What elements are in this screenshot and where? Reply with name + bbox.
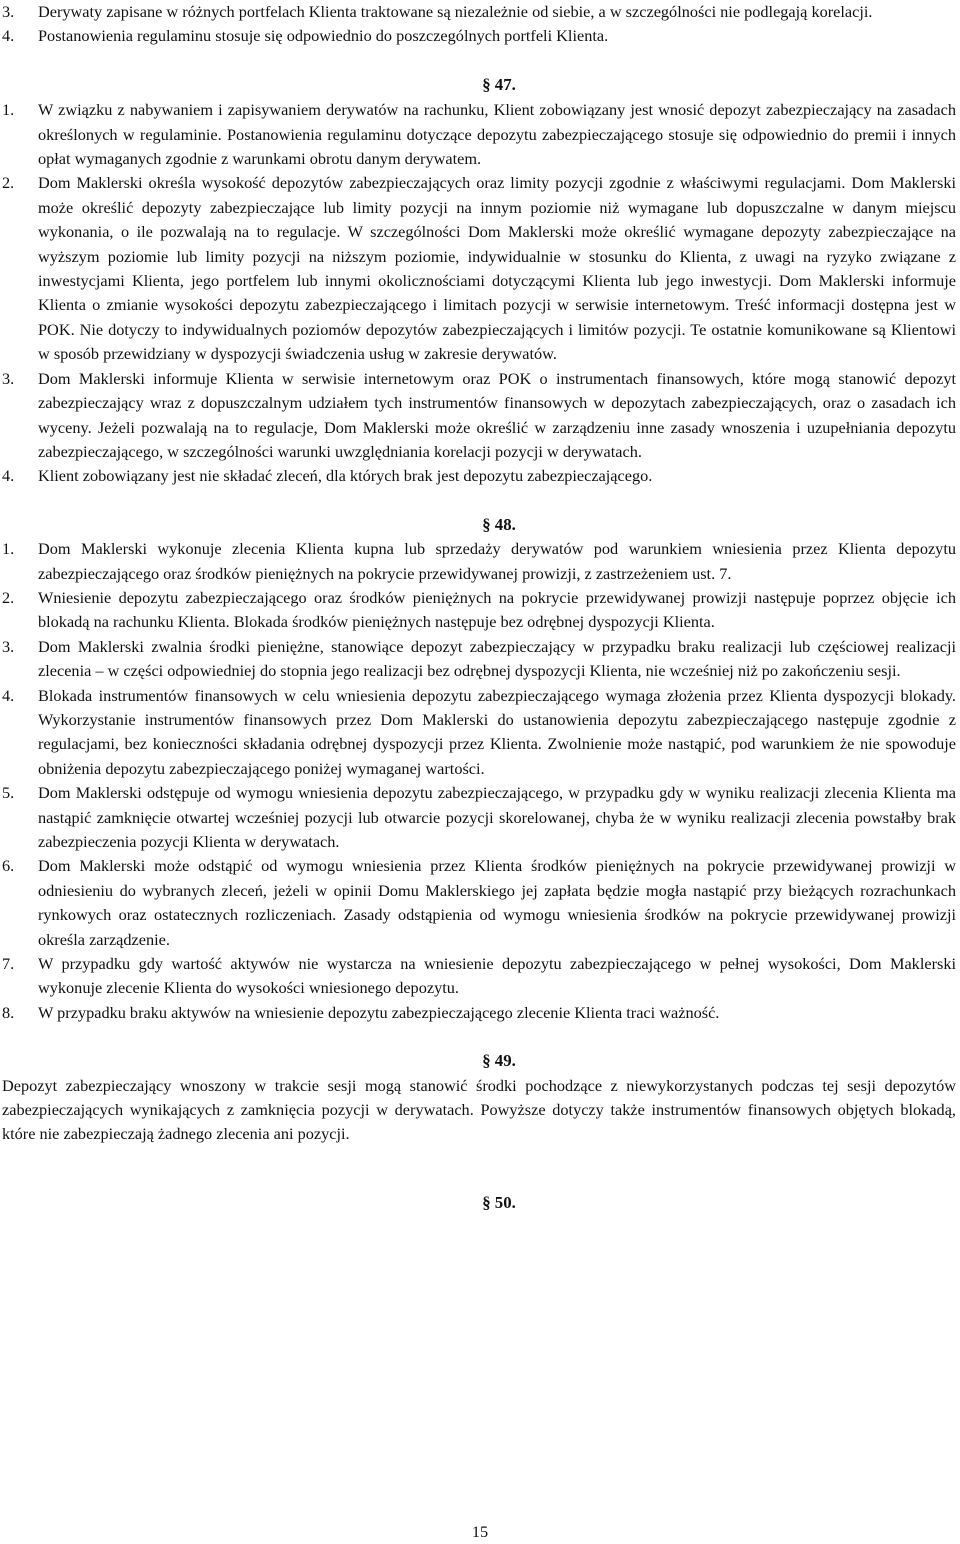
- section-heading: § 50.: [482, 1192, 516, 1212]
- top-items: [2, 0, 956, 49]
- item-number: 4.: [2, 685, 15, 705]
- list-item: [2, 98, 956, 171]
- item-text: Dom Maklerski odstępuje od wymogu wniesienia depozytu zabezpieczającego, w przypadku gdy w wyniku realizacji zlecenia Klienta ma nastąpić zamknięcie otwartej wcześniej pozycji lub otwarcie pozycji skorelowanej, chyba że w wyniku realizacji zlecenia powstałby brak zabezpieczenia pozycji Klienta w derywatach.: [38, 783, 956, 851]
- section-49: [2, 1049, 956, 1147]
- list-item: [2, 537, 956, 586]
- item-text: W przypadku braku aktywów na wniesienie depozytu zabezpieczającego zlecenie Klienta traci ważność.: [38, 1002, 720, 1022]
- list-item: [2, 24, 956, 48]
- list-item: [2, 781, 956, 854]
- item-number: 3.: [2, 2, 15, 21]
- item-number: 3.: [2, 368, 15, 388]
- item-number: 1.: [2, 100, 15, 120]
- item-number: 5.: [2, 783, 15, 803]
- item-number: 6.: [2, 856, 15, 876]
- list-item: [2, 952, 956, 1001]
- item-number: 1.: [2, 539, 15, 559]
- item-text: Dom Maklerski informuje Klienta w serwisie internetowym oraz POK o instrumentach finansowych, które mogą stanowić depozyt zabezpieczający wraz z dopuszczalnym udziałem tych instrumentów finansowych w depozytach zabezpieczających, oraz o zasadach ich wyceny. Jeżeli pozwalają na to regulacje, Dom Maklerski może określić w zarządzeniu inne zasady wnoszenia i uzupełniania depozytu zabezpieczającego, w szczególności warunki uwzględniania korelacji pozycji w derywatach.: [38, 368, 956, 461]
- item-number: 7.: [2, 954, 15, 974]
- item-number: 8.: [2, 1002, 15, 1022]
- list-item: [2, 367, 956, 465]
- item-text: Dom Maklerski określa wysokość depozytów zabezpieczających oraz limity pozycji zgodnie z właściwymi regulacjami. Dom Maklerski może określić depozyty zabezpieczające lub limity pozycji na innym poziomie niż wymagane lub dopuszczalne w danym miejscu wykonania, o ile pozwalają na to regulacje. W szczególności Dom Maklerski może określić wymagane depozyty zabezpieczające na wyższym poziomie lub limity pozycji na niższym poziomie, indywidualnie w stosunku do Klienta, z uwagi na ryzyko związane z inwestycjami Klienta, jego portfelem lub innymi okolicznościami dotyczącymi Klienta lub jego inwestycji. Dom Maklerski informuje Klienta o zmianie wysokości depozytu zabezpieczającego i limitach pozycji w serwisie internetowym. Treść informacji dostępna jest w POK. Nie dotyczy to indywidualnych poziomów depozytów zabezpieczających i limitów pozycji. Te ostatnie komunikowane są Klientowi w sposób przewidziany w dyspozycji świadczenia usług w zakresie derywatów.: [38, 173, 956, 364]
- list-item: [2, 684, 956, 782]
- item-text: Derywaty zapisane w różnych portfelach Klienta traktowane są niezależnie od siebie, a w szczególności nie podlegają korelacji.: [38, 2, 873, 21]
- section-48: [2, 513, 956, 1026]
- item-text: Blokada instrumentów finansowych w celu wniesienia depozytu zabezpieczającego wymaga złożenia przez Klienta dyspozycji blokady. Wykorzystanie instrumentów finansowych przez Dom Maklerski do ustanowienia depozytu zabezpieczającego następuje zgodnie z regulacjami, bez konieczności składania odrębnej dyspozycji przez Klienta. Zwolnienie może nastąpić, pod warunkiem że nie spowoduje obniżenia depozytu zabezpieczającego poniżej wymaganej wartości.: [38, 685, 956, 778]
- list-item: [2, 1001, 956, 1025]
- item-text: Postanowienia regulaminu stosuje się odpowiednio do poszczególnych portfeli Klienta.: [38, 26, 609, 46]
- item-text: Wniesienie depozytu zabezpieczającego oraz środków pieniężnych na pokrycie przewidywanej prowizji następuje poprzez objęcie ich blokadą na rachunku Klienta. Blokada środków pieniężnych następuje bez odrębnej dyspozycji Klienta.: [38, 587, 956, 632]
- item-text: W związku z nabywaniem i zapisywaniem derywatów na rachunku, Klient zobowiązany jest wnosić depozyt zabezpieczający na zasadach określonych w regulaminie. Postanowienia regulaminu dotyczące depozytu zabezpieczającego stosuje się odpowiednio do premii i innych opłat wymaganych zgodnie z warunkami obrotu danym derywatem.: [38, 100, 956, 169]
- item-text: Dom Maklerski zwalnia środki pieniężne, stanowiące depozyt zabezpieczający w przypadku braku realizacji lub częściowej realizacji zlecenia – w części odpowiedniej do stopnia jego realizacji bez odrębnej dyspozycji Klienta, nie wcześniej niż po zakończeniu sesji.: [38, 636, 956, 681]
- item-text: Dom Maklerski wykonuje zlecenia Klienta kupna lub sprzedaży derywatów pod warunkiem wniesienia przez Klienta depozytu zabezpieczającego oraz środków pieniężnych na pokrycie przewidywanej prowizji, z zastrzeżeniem ust. 7.: [38, 539, 956, 583]
- page-number: 15: [471, 1522, 489, 1541]
- section-50: [2, 1191, 956, 1215]
- item-text: Klient zobowiązany jest nie składać zleceń, dla których brak jest depozytu zabezpieczającego.: [38, 466, 653, 486]
- section-heading: § 47.: [482, 74, 516, 94]
- section-paragraph: Depozyt zabezpieczający wnoszony w trakcie sesji mogą stanowić środki pochodzące z niewykorzystanych podczas tej sesji depozytów zabezpieczających wynikających z zamknięcia pozycji w derywatach. Powyższe dotyczy także instrumentów finansowych objętych blokadą, które nie zabezpieczają żadnego zlecenia ani pozycji.: [2, 1075, 956, 1144]
- list-item: [2, 171, 956, 366]
- item-text: W przypadku gdy wartość aktywów nie wystarcza na wniesienie depozytu zabezpieczającego w pełnej wysokości, Dom Maklerski wykonuje zlecenie Klienta do wysokości wniesionego depozytu.: [38, 954, 956, 998]
- section-heading: § 48.: [482, 514, 516, 534]
- list-item: [2, 464, 956, 488]
- item-number: 4.: [2, 466, 15, 486]
- section-heading: § 49.: [482, 1051, 516, 1071]
- section-47: [2, 73, 956, 489]
- item-text: Dom Maklerski może odstąpić od wymogu wniesienia przez Klienta środków pieniężnych na pokrycie przewidywanej prowizji w odniesieniu do wybranych zleceń, jeżeli w opinii Domu Maklerskiego jej zapłata będzie mogła nastąpić przy bieżących rozrachunkach rynkowych oraz ostatecznych rozliczeniach. Zasady odstąpienia od wymogu wniesienia środków na pokrycie przewidywanej prowizji określa zarządzenie.: [38, 856, 956, 949]
- item-number: 3.: [2, 636, 15, 656]
- item-number: 4.: [2, 26, 15, 46]
- item-number: 2.: [2, 173, 15, 193]
- list-item: [2, 0, 956, 24]
- list-item: [2, 586, 956, 635]
- list-item: [2, 635, 956, 684]
- item-number: 2.: [2, 587, 15, 607]
- list-item: [2, 854, 956, 952]
